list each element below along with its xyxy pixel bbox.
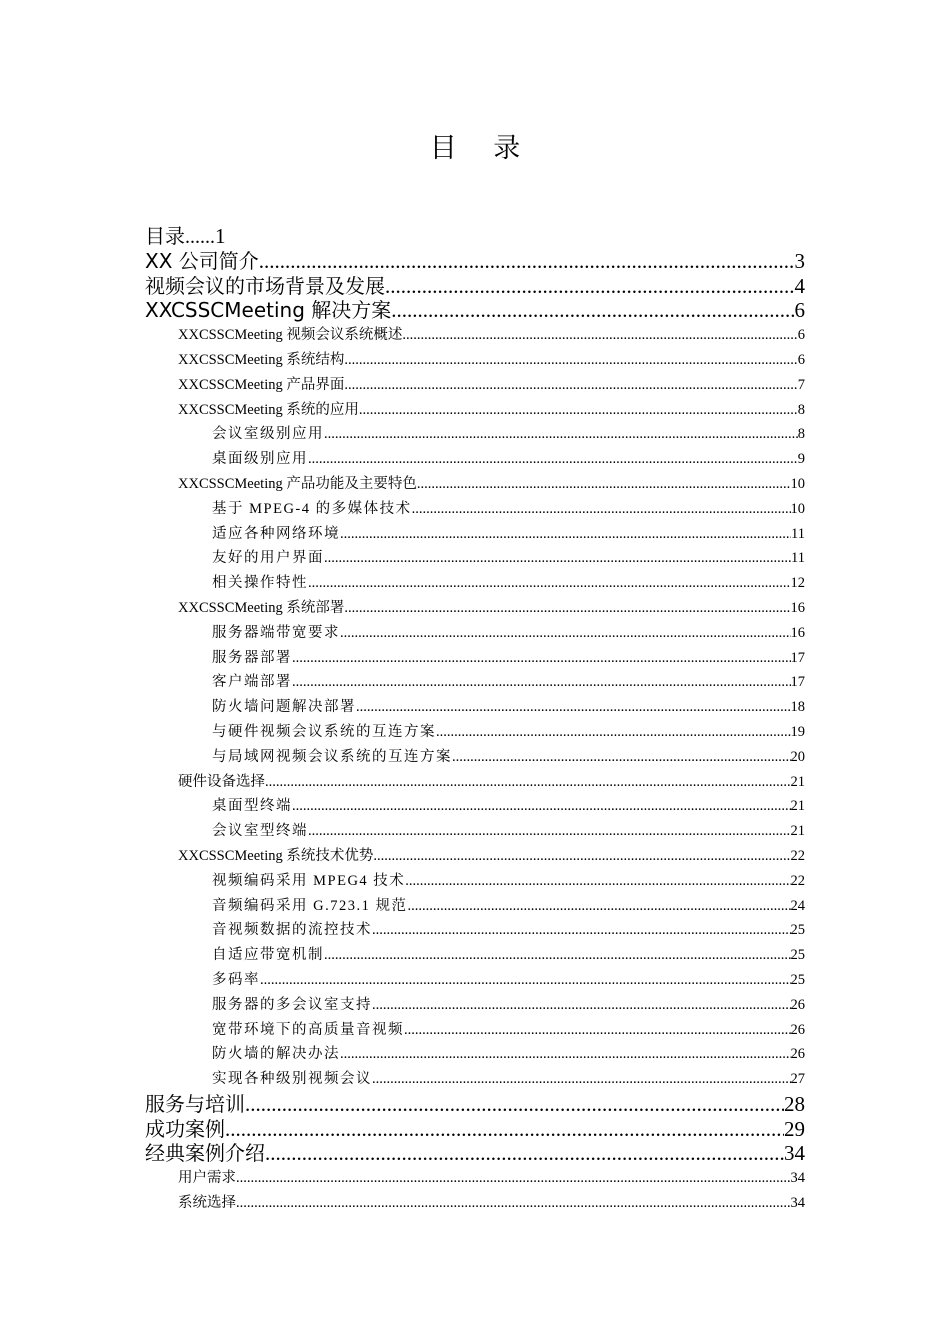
toc-dot-leader [292, 646, 791, 671]
toc-dot-leader [436, 720, 791, 745]
toc-dot-leader [292, 670, 791, 695]
toc-entry-title: 宽带环境下的高质量音视频 [212, 1021, 404, 1038]
toc-entry-page: 6 [797, 327, 805, 344]
toc-entry-title: 服务与培训 [145, 1091, 245, 1116]
toc-entry-title: 成功案例 [145, 1116, 225, 1141]
toc-entry-page: 9 [797, 451, 805, 468]
toc-entry-title: XXCSSCMeeting 系统的应用 [178, 401, 359, 418]
toc-dot-leader [417, 472, 791, 497]
toc-dot-leader [404, 1018, 791, 1043]
toc-dot-leader [372, 1067, 791, 1092]
toc-entry[interactable] [145, 695, 805, 720]
toc-dot-leader [373, 844, 790, 869]
toc-entry-page: 24 [790, 897, 805, 914]
toc-dot-leader [344, 348, 797, 373]
toc-entry-title: 服务器的多会议室支持 [212, 996, 372, 1013]
toc-entry-page: 34 [790, 1195, 805, 1212]
toc-dot-leader [259, 249, 795, 274]
toc-dot-leader [245, 1092, 784, 1117]
toc-entry[interactable] [145, 1191, 805, 1216]
toc-entry-page: 29 [784, 1116, 805, 1141]
toc-entry[interactable] [145, 770, 805, 795]
toc-dot-leader [324, 943, 791, 968]
toc-entry-page: 20 [790, 748, 805, 765]
toc-dot-leader [372, 993, 791, 1018]
toc-entry-title: 音频编码采用 G.723.1 规范 [212, 897, 408, 914]
toc-entry-title: 音视频数据的流控技术 [212, 922, 372, 939]
toc-entry-title: 友好的用户界面 [212, 550, 324, 567]
toc-dot-leader [308, 571, 791, 596]
toc-entry-page: 3 [794, 248, 805, 273]
toc-entry-page: 34 [790, 1170, 805, 1187]
toc-entry-page: 11 [791, 550, 805, 567]
toc-entry-title: 适应各种网络环境 [212, 525, 340, 542]
toc-entry[interactable] [145, 720, 805, 745]
toc-dot-leader [265, 1141, 784, 1166]
toc-entry-page: 26 [790, 1021, 805, 1038]
toc-dot-leader [402, 323, 797, 348]
toc-entry-title: 会议室型终端 [212, 823, 308, 840]
toc-entry[interactable] [145, 1166, 805, 1191]
toc-entry-title: 服务器端带宽要求 [212, 624, 340, 641]
toc-entry[interactable] [145, 894, 805, 919]
toc-dot-leader [324, 546, 791, 571]
toc-entry-title: 硬件设备选择 [178, 773, 265, 790]
toc-entry-page: 21 [790, 798, 805, 815]
toc-entry-page: 21 [790, 773, 805, 790]
toc-entry-title: XXCSSCMeeting 系统结构 [178, 351, 345, 368]
toc-entry-page: 25 [790, 971, 805, 988]
toc-entry-page: 28 [784, 1091, 805, 1116]
toc-entry[interactable] [145, 670, 805, 695]
toc-dot-leader [452, 745, 791, 770]
toc-dot-leader [359, 398, 798, 423]
toc-dot-leader [340, 621, 791, 646]
toc-entry[interactable] [145, 869, 805, 894]
toc-entry[interactable] [145, 373, 805, 398]
toc-entry-page: 8 [797, 426, 805, 443]
toc-entry[interactable] [145, 1141, 805, 1166]
toc-dot-leader [344, 373, 797, 398]
toc-entry[interactable] [145, 1018, 805, 1043]
toc-entry[interactable] [145, 819, 805, 844]
toc-dot-leader [344, 596, 790, 621]
toc-entry[interactable] [145, 571, 805, 596]
toc-entry-page: 26 [790, 996, 805, 1013]
toc-entry-title: 视频会议的市场背景及发展 [145, 273, 385, 298]
toc-dot-leader [265, 770, 791, 795]
toc-entry[interactable] [145, 249, 805, 274]
toc-entry[interactable] [145, 323, 805, 348]
toc-entry-page: 22 [790, 847, 805, 864]
toc-entry-page: 16 [790, 624, 805, 641]
toc-entry[interactable] [145, 621, 805, 646]
toc-entry[interactable] [145, 522, 805, 547]
toc-entry[interactable] [145, 398, 805, 423]
toc-entry[interactable] [145, 298, 805, 323]
toc-entry[interactable] [145, 447, 805, 472]
toc-entry-title: XX 公司简介 [145, 248, 259, 273]
toc-entry-title: XXCSSCMeeting 解决方案 [145, 298, 392, 323]
toc-dot-leader [405, 869, 790, 894]
toc-dot-leader [308, 819, 791, 844]
toc-dot-leader [292, 794, 791, 819]
toc-dot-leader [340, 522, 791, 547]
toc-entry[interactable] [145, 646, 805, 671]
toc-entry-title: XXCSSCMeeting 产品功能及主要特色 [178, 475, 417, 492]
toc-entry-title: 相关操作特性 [212, 575, 308, 592]
toc-entry-title: 与局域网视频会议系统的互连方案 [212, 748, 452, 765]
toc-dot-leader [225, 1117, 784, 1142]
toc-entry-page: 25 [790, 922, 805, 939]
toc-entry-title: 客户端部署 [212, 674, 292, 691]
toc-entry-title: 自适应带宽机制 [212, 947, 324, 964]
toc-entry-title: 经典案例介绍 [145, 1141, 265, 1166]
toc-entry-title: 桌面级别应用 [212, 451, 308, 468]
toc-dot-leader [391, 298, 794, 323]
toc-entry[interactable] [145, 472, 805, 497]
toc-entry-title: 视频编码采用 MPEG4 技术 [212, 872, 406, 889]
toc-entry[interactable] [145, 745, 805, 770]
toc-entry-title: XXCSSCMeeting 系统部署 [178, 599, 345, 616]
toc-entry[interactable] [145, 422, 805, 447]
toc-entry-page: 11 [791, 525, 805, 542]
toc-entry-title: 基于 MPEG-4 的多媒体技术 [212, 500, 412, 517]
toc-entry-page: 7 [797, 376, 805, 393]
toc-entry[interactable] [145, 794, 805, 819]
toc-entry[interactable] [145, 968, 805, 993]
toc-entry-page: 6 [794, 298, 805, 323]
toc-entry-title: XXCSSCMeeting 系统技术优势 [178, 847, 374, 864]
toc-entry[interactable] [145, 596, 805, 621]
toc-entry-title: 实现各种级别视频会议 [212, 1071, 372, 1088]
toc-entry-title: 防火墙的解决办法 [212, 1046, 340, 1063]
toc-entry-title: 桌面型终端 [212, 798, 292, 815]
toc-entry[interactable] [145, 1117, 805, 1142]
toc-dot-leader [385, 274, 795, 299]
toc-entry-page: 18 [790, 699, 805, 716]
toc-entry[interactable] [145, 546, 805, 571]
toc-entry[interactable] [145, 918, 805, 943]
toc-entry-page: 34 [784, 1141, 805, 1166]
toc-entry-page: 16 [790, 599, 805, 616]
toc-entry-page: 17 [790, 649, 805, 666]
toc-dot-leader [340, 1042, 791, 1067]
toc-entry-title: 会议室级别应用 [212, 426, 324, 443]
toc-dot-leader [236, 1191, 791, 1216]
toc-entry-page: 6 [797, 351, 805, 368]
toc-entry-page: 10 [790, 475, 805, 492]
toc-dot-leader [308, 447, 798, 472]
toc-entry[interactable] [145, 224, 805, 249]
table-of-contents [145, 224, 805, 1216]
toc-entry-page: 27 [790, 1071, 805, 1088]
toc-entry-page: 19 [790, 723, 805, 740]
toc-entry-title: 系统选择 [178, 1195, 236, 1212]
toc-entry[interactable] [145, 1092, 805, 1117]
toc-entry[interactable] [145, 348, 805, 373]
toc-dot-leader [412, 497, 791, 522]
toc-entry[interactable] [145, 497, 805, 522]
toc-dot-leader [236, 1166, 791, 1191]
toc-entry-title: 服务器部署 [212, 649, 292, 666]
toc-entry-page: 25 [790, 947, 805, 964]
page-title: 目 录 [429, 133, 535, 164]
toc-entry-page: 21 [790, 823, 805, 840]
toc-entry[interactable] [145, 993, 805, 1018]
toc-entry-page: 4 [794, 273, 805, 298]
toc-dot-leader [407, 894, 790, 919]
toc-entry-title: 与硬件视频会议系统的互连方案 [212, 723, 436, 740]
toc-entry[interactable] [145, 274, 805, 299]
toc-entry[interactable] [145, 1067, 805, 1092]
toc-entry-leader: ...... [185, 226, 215, 248]
toc-dot-leader [324, 422, 798, 447]
toc-entry-title: XXCSSCMeeting 产品界面 [178, 376, 345, 393]
toc-entry-page: 10 [790, 500, 805, 517]
toc-dot-leader [260, 968, 791, 993]
toc-entry-page: 12 [790, 575, 805, 592]
toc-dot-leader [372, 918, 791, 943]
toc-entry-title: 多码率 [212, 971, 260, 988]
toc-dot-leader [356, 695, 791, 720]
toc-entry-page: 8 [797, 401, 805, 418]
toc-entry-title: XXCSSCMeeting 视频会议系统概述 [178, 327, 403, 344]
toc-entry-title: 用户需求 [178, 1170, 236, 1187]
toc-entry[interactable] [145, 844, 805, 869]
toc-entry-page: 1 [215, 224, 226, 248]
toc-entry-title: 防火墙问题解决部署 [212, 699, 356, 716]
toc-entry-page: 17 [790, 674, 805, 691]
toc-entry-page: 22 [790, 872, 805, 889]
toc-entry[interactable] [145, 943, 805, 968]
toc-entry[interactable] [145, 1042, 805, 1067]
toc-entry-title: 目录 [145, 224, 185, 248]
toc-entry-page: 26 [790, 1046, 805, 1063]
